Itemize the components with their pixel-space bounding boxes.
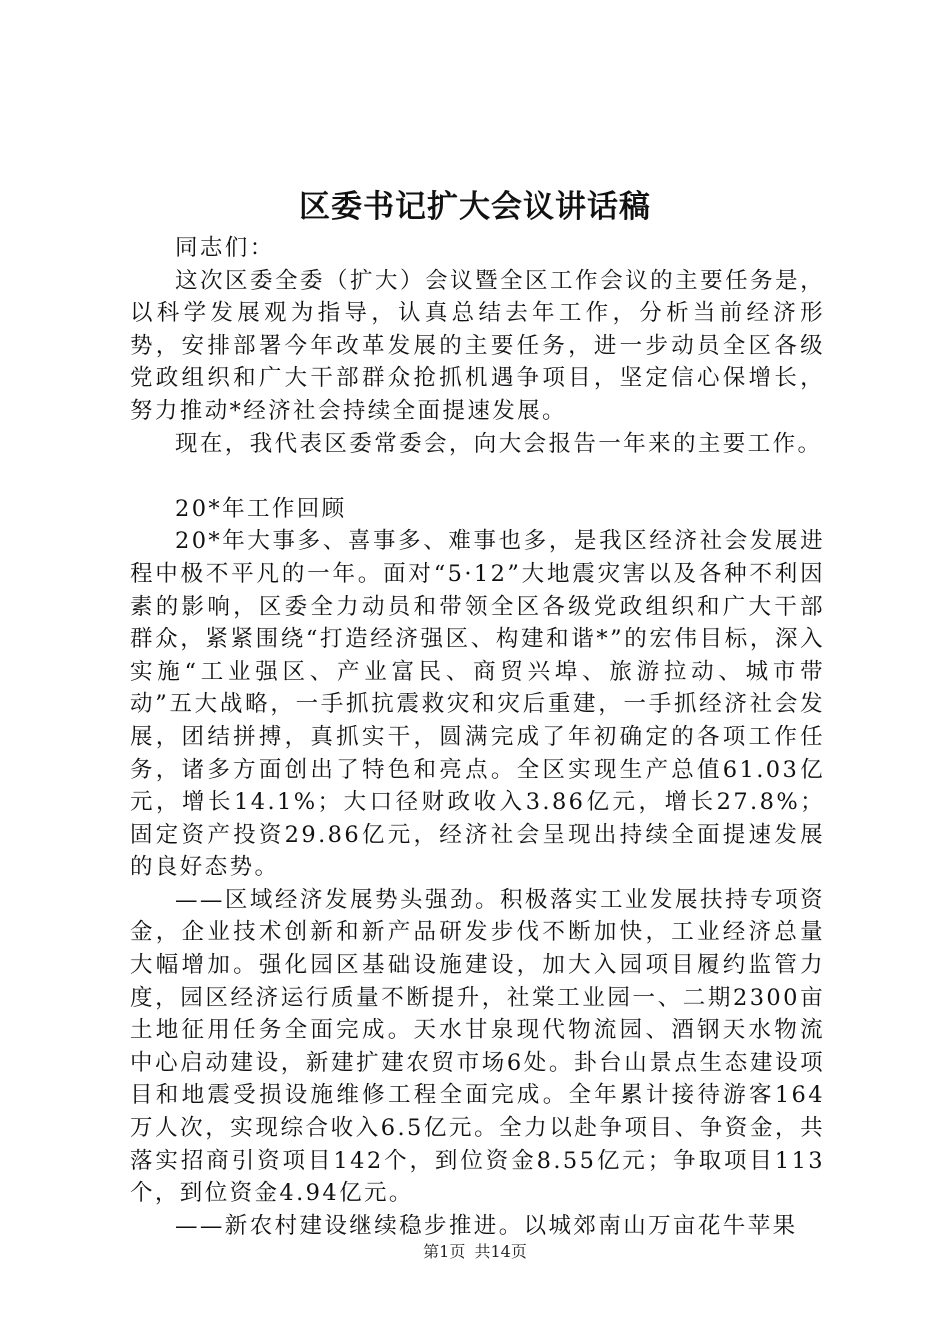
paragraph-review: 20*年大事多、喜事多、难事也多，是我区经济社会发展进程中极不平凡的一年。面对“5·12”大地震灾害以及各种不利因素的影响，区委全力动员和带领全区各级党政组织和广大干部群众，紧紧围绕“打造经济强区、构建和谐*”的宏伟目标，深入实施“工业强区、产业富民、商贸兴埠、旅游拉动、城市带动”五大战略，一手抓抗震救灾和灾后重建，一手抓经济社会发展，团结拼搏，真抓实干，圆满完成了年初确定的各项工作任务，诸多方面创出了特色和亮点。全区实现生产总值61.03亿元，增长14.1%；大口径财政收入3.86亿元，增长27.8%；固定资产投资29.86亿元，经济社会呈现出持续全面提速发展的良好态势。: [130, 528, 825, 881]
paragraph-intro: 这次区委全委（扩大）会议暨全区工作会议的主要任务是，以科学发展观为指导，认真总结去年工作，分析当前经济形势，安排部署今年改革发展的主要任务，进一步动员全区各级党政组织和广大干部群众抢抓机遇争项目，坚定信心保增长，努力推动*经济社会持续全面提速发展。: [130, 267, 825, 424]
page-total: 共14页: [474, 1242, 527, 1261]
page-footer: [0, 1240, 950, 1264]
page-number: 第1页: [423, 1242, 466, 1261]
document-title: 区委书记扩大会议讲话稿: [299, 189, 651, 225]
paragraph-report: 现在，我代表区委常委会，向大会报告一年来的主要工作。: [175, 430, 823, 457]
paragraph-regional-economy: ——区域经济发展势头强劲。积极落实工业发展扶持专项资金，企业技术创新和新产品研发步伐不断加快，工业经济总量大幅增加。强化园区基础设施建设，加大入园项目履约监管力度，园区经济运行质量不断提升，社棠工业园一、二期2300亩土地征用任务全面完成。天水甘泉现代物流园、酒钢天水物流中心启动建设，新建扩建农贸市场6处。卦台山景点生态建设项目和地震受损设施维修工程全面完成。全年累计接待游客164万人次，实现综合收入6.5亿元。全力以赴争项目、争资金，共落实招商引资项目142个，到位资金8.55亿元；争取项目113个，到位资金4.94亿元。: [130, 886, 825, 1207]
document-body: [130, 232, 825, 1242]
salutation: 同志们：: [175, 235, 275, 261]
section-heading: 20*年工作回顾: [175, 495, 347, 522]
paragraph-new-countryside: ——新农村建设继续稳步推进。以城郊南山万亩花牛苹果: [175, 1212, 798, 1239]
